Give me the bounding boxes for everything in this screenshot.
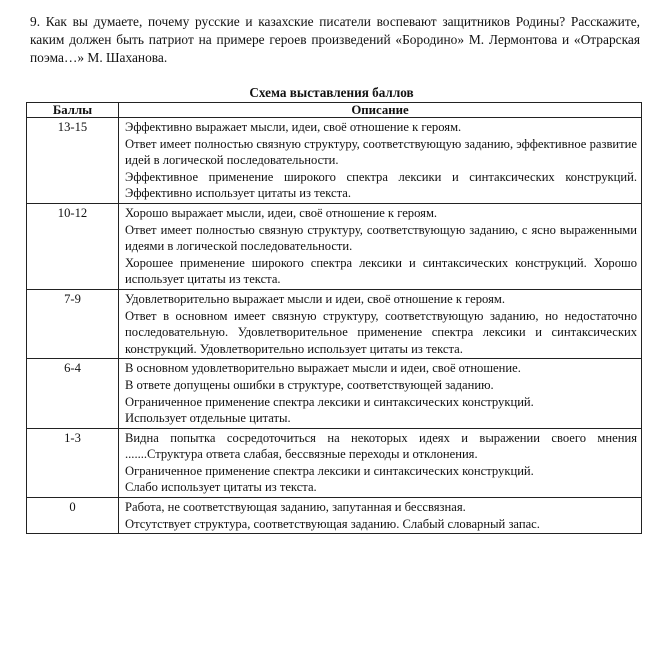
- description-paragraph: Эффективно выражает мысли, идеи, своё отношение к героям.: [125, 120, 462, 134]
- table-row: [27, 498, 642, 534]
- description-paragraph: Хорошее применение широкого спектра лексики и синтаксических конструкций. Хорошо использует цитаты из текста.: [125, 255, 637, 287]
- score-cell: 1-3: [27, 428, 119, 497]
- description-paragraph: Отсутствует структура, соответствующая заданию. Слабый словарный запас.: [125, 516, 540, 531]
- description-cell: [119, 118, 642, 204]
- score-cell: 13-15: [27, 118, 119, 204]
- table-row: [27, 289, 642, 358]
- description-cell: [119, 359, 642, 428]
- description-cell: [119, 289, 642, 358]
- description-paragraph: Хорошо выражает мысли, идеи, своё отношение к героям.: [125, 205, 438, 220]
- description-paragraph: В ответе допущены ошибки в структуре, соответствующей заданию.: [125, 377, 494, 392]
- description-paragraph: Ответ имеет полностью связную структуру, соответствующую заданию, с ясно выраженными идеями в логической последовательности.: [125, 222, 637, 254]
- table-row: [27, 428, 642, 497]
- description-paragraph: Ответ имеет полностью связную структуру, соответствующую заданию, эффективное развитие идей в логической последовательности.: [125, 136, 637, 168]
- description-paragraph: Ограниченное применение спектра лексики и синтаксических конструкций.: [125, 394, 534, 409]
- description-cell: [119, 203, 642, 289]
- score-cell: 7-9: [27, 289, 119, 358]
- description-paragraph: Удовлетворительно выражает мысли и идеи, своё отношение к героям.: [125, 291, 505, 306]
- description-paragraph: Использует отдельные цитаты.: [125, 411, 291, 426]
- description-cell: [119, 498, 642, 534]
- description-paragraph: Эффективное применение широкого спектра лексики и синтаксических конструкций. Эффективно использует цитаты из текста.: [125, 169, 637, 201]
- description-cell: [119, 428, 642, 497]
- description-paragraph: Ответ в основном имеет связную структуру, соответствующую заданию, но недостаточно последовательную. Удовлетворительное применение спектра лексики и синтаксических конструкций. Удовлетворительно использует цитаты из текста.: [125, 308, 637, 356]
- scheme-title: Схема выставления баллов: [249, 85, 414, 100]
- score-cell: 10-12: [27, 203, 119, 289]
- table-row: [27, 203, 642, 289]
- description-paragraph: Слабо использует цитаты из текста.: [125, 480, 317, 495]
- description-paragraph: Работа, не соответствующая заданию, запутанная и бессвязная.: [125, 500, 466, 515]
- description-paragraph: Ограниченное применение спектра лексики и синтаксических конструкций.: [125, 463, 534, 478]
- score-cell: 0: [27, 498, 119, 534]
- table-header-row: [27, 103, 642, 118]
- table-row: [27, 359, 642, 428]
- description-paragraph: Видна попытка сосредоточиться на некоторых идеях и выражении своего мнения .......Структура ответа слабая, бессвязные переходы и отклонения.: [125, 430, 637, 462]
- question-text: 9. Как вы думаете, почему русские и казахские писатели воспевают защитников Родины? Расскажите, каким должен быть патриот на примере героев произведений «Бородино» М. Лермонтова и «Отрарская поэма…» М. Шаханова.: [30, 14, 640, 65]
- grading-table: [26, 102, 642, 534]
- score-cell: 6-4: [27, 359, 119, 428]
- description-column-header: Описание: [119, 103, 642, 118]
- description-paragraph: В основном удовлетворительно выражает мысли и идеи, своё отношение.: [125, 361, 521, 376]
- score-column-header: Баллы: [27, 103, 119, 118]
- table-row: [27, 118, 642, 204]
